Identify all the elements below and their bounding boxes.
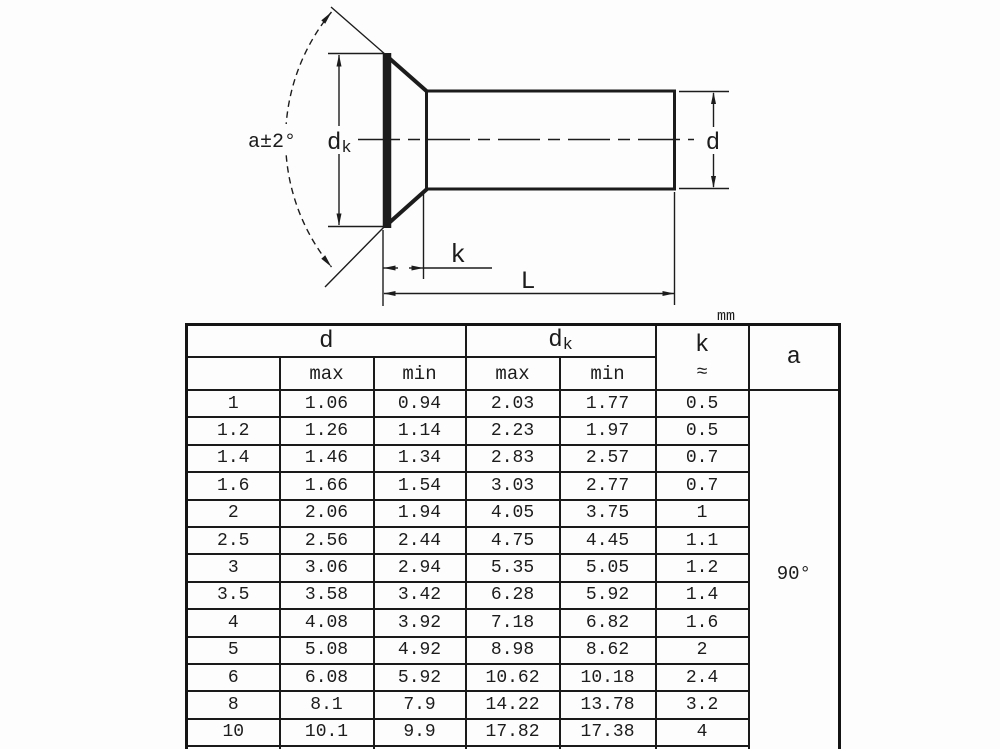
table-cell: 7.18	[466, 609, 560, 636]
header-d-max: max	[280, 357, 374, 390]
L-arrow-right-icon	[663, 291, 675, 296]
table-cell: 4.92	[374, 637, 466, 664]
table-row	[187, 719, 840, 746]
spec-table-body	[187, 390, 840, 749]
table-cell: 0.7	[656, 445, 749, 472]
table-cell: 1.14	[374, 417, 466, 444]
table-cell: 2.23	[466, 417, 560, 444]
table-cell: 1.26	[280, 417, 374, 444]
table-cell: 2.06	[280, 500, 374, 527]
header-k-label: k	[694, 332, 710, 359]
table-cell: 9.9	[374, 719, 466, 746]
rivet-technical-drawing	[0, 0, 1000, 330]
table-cell: 0.5	[656, 390, 749, 417]
table-cell: 4.75	[466, 527, 560, 554]
unit-label: mm	[716, 308, 736, 325]
table-cell: 1.46	[280, 445, 374, 472]
table-cell: 1.1	[656, 527, 749, 554]
spec-table-head	[187, 325, 840, 391]
table-row	[187, 609, 840, 636]
table-cell: 4.45	[560, 527, 656, 554]
table-cell: 1.2	[187, 417, 280, 444]
table-cell: 2.94	[374, 554, 466, 581]
L-arrow-left-icon	[384, 291, 396, 296]
table-cell: 4	[187, 609, 280, 636]
table-row	[187, 582, 840, 609]
header-dk-main: d	[548, 327, 563, 354]
table-cell: 7.9	[374, 691, 466, 718]
table-cell: 2.44	[374, 527, 466, 554]
cone-top-edge	[385, 55, 427, 92]
table-cell: 5.08	[280, 637, 374, 664]
table-cell: 8.98	[466, 637, 560, 664]
table-row	[187, 637, 840, 664]
table-cell: 1.2	[656, 554, 749, 581]
bottom-extension-diagonal	[325, 227, 384, 287]
table-cell: 2.77	[560, 472, 656, 499]
header-d-min: min	[374, 357, 466, 390]
header-dk-sub: k	[562, 336, 573, 355]
angle-value-cell: 90°	[749, 390, 840, 749]
table-cell: 8.62	[560, 637, 656, 664]
table-cell: 6.82	[560, 609, 656, 636]
table-cell: 1.94	[374, 500, 466, 527]
table-row	[187, 390, 840, 417]
k-label: k	[450, 240, 466, 270]
d-arrow-up-icon	[711, 92, 716, 104]
table-cell: 6.08	[280, 664, 374, 691]
table-cell: 17.38	[560, 719, 656, 746]
table-cell: 2.57	[560, 445, 656, 472]
d-label: d	[705, 130, 721, 157]
table-cell: 10.1	[280, 719, 374, 746]
dk-label-sub: k	[341, 139, 352, 158]
table-cell: 2	[656, 637, 749, 664]
table-cell: 1.97	[560, 417, 656, 444]
dk-arrow-up-icon	[337, 55, 342, 67]
table-cell: 4.05	[466, 500, 560, 527]
table-cell: 2	[187, 500, 280, 527]
table-row	[187, 500, 840, 527]
table-cell: 2.03	[466, 390, 560, 417]
table-row	[187, 664, 840, 691]
dimension-spec-table	[185, 323, 841, 749]
dk-arrow-down-icon	[337, 214, 342, 226]
table-cell: 3.5	[187, 582, 280, 609]
table-cell: 13.78	[560, 691, 656, 718]
header-size-empty	[187, 357, 280, 390]
arc-arrow-bottom-icon	[321, 255, 331, 267]
header-dk-group	[466, 325, 656, 358]
table-cell: 5.05	[560, 554, 656, 581]
table-cell: 3	[187, 554, 280, 581]
table-row	[187, 691, 840, 718]
dk-label-main: d	[327, 130, 342, 157]
approx-symbol: ≈	[696, 361, 708, 383]
table-cell: 1.6	[656, 609, 749, 636]
table-cell: 3.06	[280, 554, 374, 581]
table-cell: 5.92	[560, 582, 656, 609]
table-cell: 3.2	[656, 691, 749, 718]
table-cell: 1.06	[280, 390, 374, 417]
table-cell: 1	[187, 390, 280, 417]
table-cell: 6.28	[466, 582, 560, 609]
table-cell: 1.6	[187, 472, 280, 499]
table-cell: 3.75	[560, 500, 656, 527]
table-cell: 0.94	[374, 390, 466, 417]
table-cell: 5.35	[466, 554, 560, 581]
table-cell: 17.82	[466, 719, 560, 746]
table-cell: 0.5	[656, 417, 749, 444]
table-cell: 2.56	[280, 527, 374, 554]
table-cell: 3.03	[466, 472, 560, 499]
header-d-group: d	[187, 325, 466, 358]
table-cell: 10.62	[466, 664, 560, 691]
k-arrow-left-icon	[384, 266, 396, 271]
table-cell: 8	[187, 691, 280, 718]
angle-label: a±2°	[247, 131, 297, 154]
table-cell: 3.58	[280, 582, 374, 609]
table-cell: 2.5	[187, 527, 280, 554]
cone-bottom-edge	[385, 189, 427, 227]
header-dk-min: min	[560, 357, 656, 390]
table-cell: 5.92	[374, 664, 466, 691]
table-cell: 1.34	[374, 445, 466, 472]
table-cell: 10	[187, 719, 280, 746]
rivet-outline	[385, 53, 675, 228]
k-arrow-right-icon	[412, 266, 424, 271]
table-row	[187, 472, 840, 499]
header-dk-max: max	[466, 357, 560, 390]
arc-arrow-top-icon	[321, 12, 331, 24]
table-cell: 1	[656, 500, 749, 527]
header-row-groups	[187, 325, 840, 358]
d-arrow-down-icon	[711, 176, 716, 188]
table-row	[187, 527, 840, 554]
table-cell: 10.18	[560, 664, 656, 691]
table-cell: 1.77	[560, 390, 656, 417]
table-cell: 1.54	[374, 472, 466, 499]
table-cell: 4.08	[280, 609, 374, 636]
table-cell: 1.4	[656, 582, 749, 609]
table-cell: 5	[187, 637, 280, 664]
table-cell: 1.66	[280, 472, 374, 499]
table-cell: 0.7	[656, 472, 749, 499]
table-cell: 4	[656, 719, 749, 746]
top-extension-diagonal	[331, 7, 386, 55]
header-a-column: a	[749, 325, 840, 391]
table-cell: 8.1	[280, 691, 374, 718]
table-cell: 2.4	[656, 664, 749, 691]
length-label: L	[520, 267, 536, 296]
table-cell: 3.42	[374, 582, 466, 609]
table-row	[187, 417, 840, 444]
table-cell: 3.92	[374, 609, 466, 636]
table-cell: 1.4	[187, 445, 280, 472]
table-cell: 14.22	[466, 691, 560, 718]
table-cell: 2.83	[466, 445, 560, 472]
header-k-column	[656, 325, 749, 391]
table-row	[187, 554, 840, 581]
table-row	[187, 445, 840, 472]
table-cell: 6	[187, 664, 280, 691]
